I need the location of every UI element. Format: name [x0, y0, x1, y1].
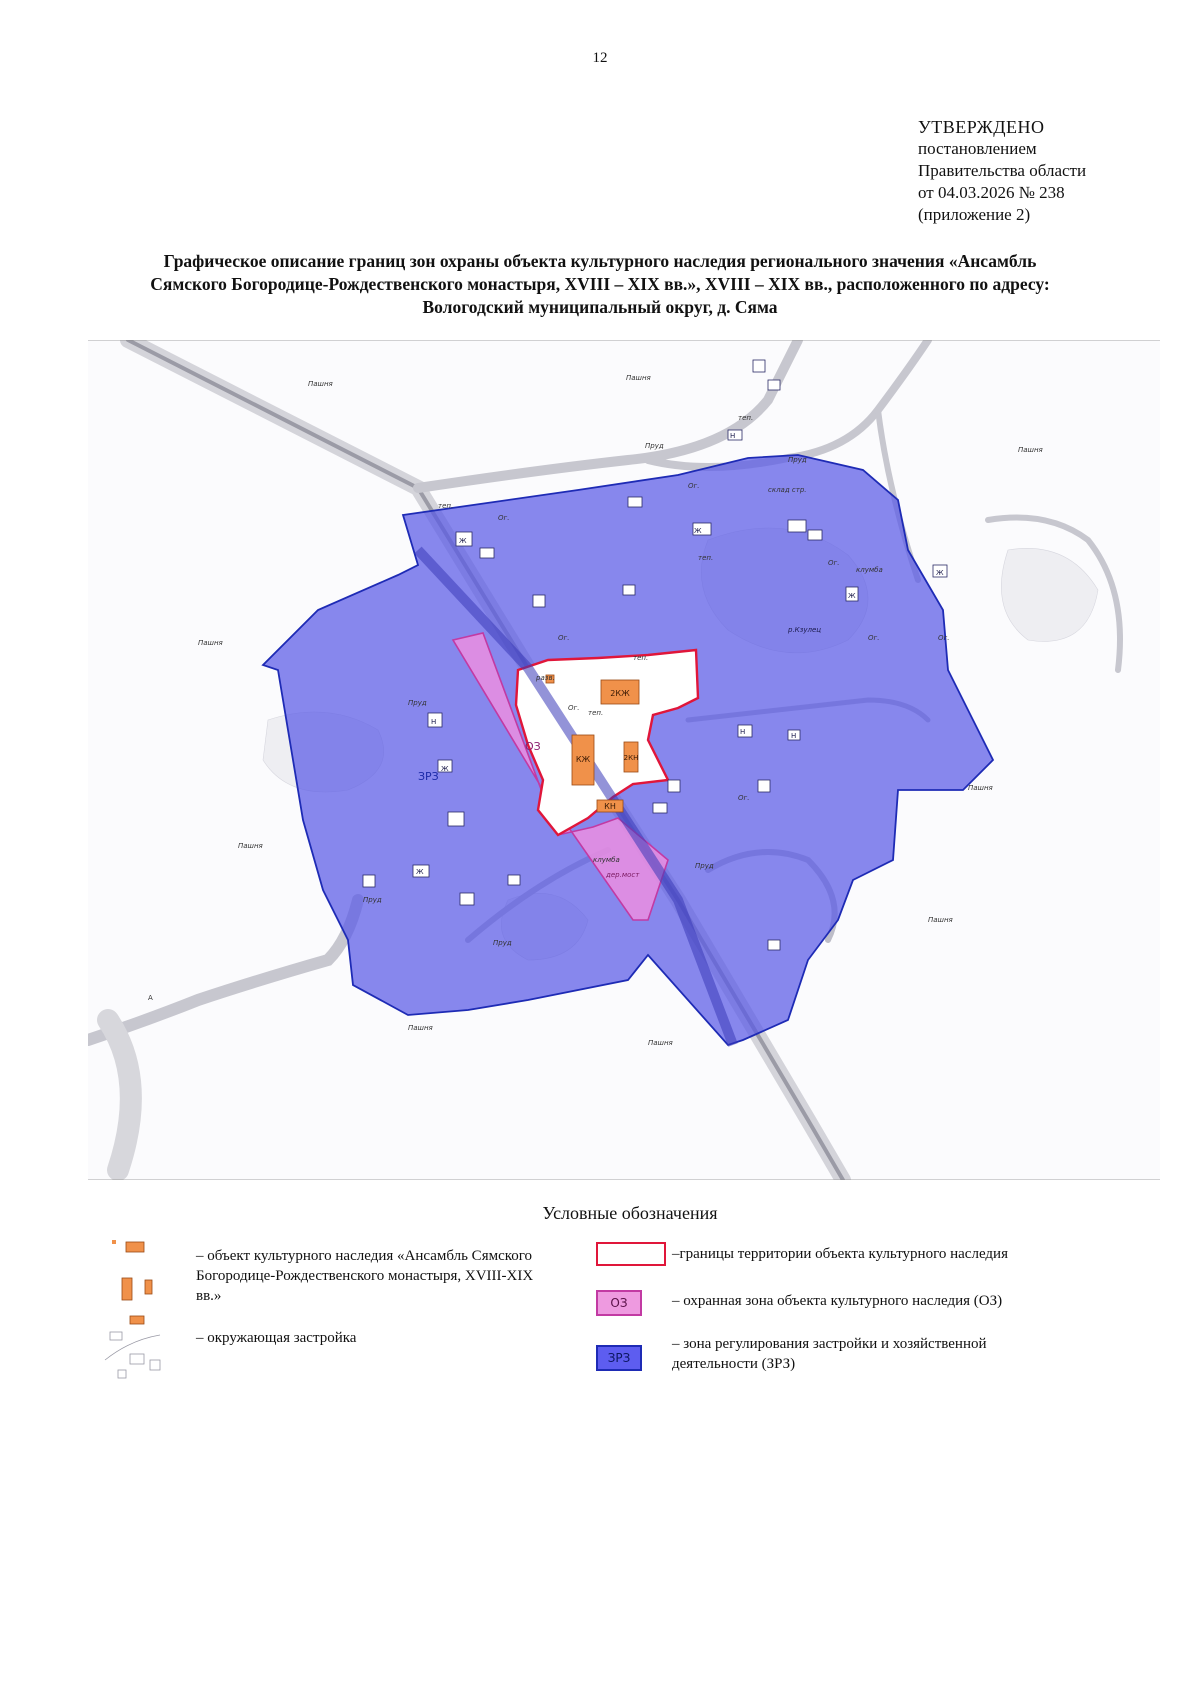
- residential-symbol: Ж: [848, 592, 856, 600]
- monument-label: 2КН: [623, 754, 639, 762]
- road-label: А: [148, 994, 153, 1002]
- approval-line: постановлением: [918, 139, 1037, 158]
- garden-label: Ог.: [828, 559, 840, 567]
- garden-label: Ог.: [558, 634, 570, 642]
- approval-line: Правительства области: [918, 161, 1087, 180]
- flowerbed-label: клумба: [856, 566, 883, 574]
- page-number: 12: [592, 50, 608, 66]
- river-label: р.Кзулец: [788, 626, 822, 634]
- bridge-label: дер.мост: [606, 871, 640, 879]
- approval-line: от 04.03.2026 № 238: [918, 183, 1065, 202]
- garden-label: Ог.: [688, 482, 700, 490]
- garden-label: Ог.: [938, 634, 950, 642]
- pond-label: Пруд: [493, 939, 512, 947]
- residential-symbol: Ж: [416, 868, 424, 876]
- legend-zrz-swatch: ЗРЗ: [596, 1345, 642, 1371]
- monument-label: КЖ: [575, 755, 591, 764]
- residential-symbol: Ж: [441, 765, 449, 773]
- surrounding-symbol-icon: [100, 1320, 190, 1390]
- title-line: Графическое описание границ зон охраны объекта культурного наследия регионального значения «Ансамбль: [163, 251, 1037, 271]
- field-label: Пашня: [968, 784, 993, 792]
- residential-symbol: Ж: [936, 569, 944, 577]
- nonresidential-symbol: Н: [730, 432, 736, 440]
- pond-label: Пруд: [695, 862, 714, 870]
- field-label: Пашня: [1018, 446, 1043, 454]
- nonresidential-symbol: Н: [431, 718, 437, 726]
- garden-label: Ог.: [868, 634, 880, 642]
- approval-line: (приложение 2): [918, 205, 1031, 224]
- nonresidential-symbol: Н: [791, 732, 797, 740]
- greenhouse-label: теп.: [588, 709, 604, 717]
- greenhouse-label: теп.: [438, 502, 454, 510]
- zrz-label: ЗРЗ: [418, 770, 439, 783]
- field-label: Пашня: [626, 374, 651, 382]
- legend-title: Условные обозначения: [542, 1203, 718, 1223]
- legend-oz-swatch: ОЗ: [596, 1290, 642, 1316]
- field-label: Пашня: [198, 639, 223, 647]
- pond-label: Пруд: [363, 896, 382, 904]
- garden-label: Ог.: [498, 514, 510, 522]
- title-line: Сямского Богородице-Рождественского монастыря, XVIII – XIX вв.», XVIII – XIX вв., расположенного по адресу:: [150, 274, 1050, 294]
- pond-label: Пруд: [645, 442, 664, 450]
- garden-label: Ог.: [568, 704, 580, 712]
- residential-symbol: Ж: [459, 537, 467, 545]
- approval-block: [918, 116, 1086, 226]
- flowerbed-label: клумба: [593, 856, 620, 864]
- pond-label: Пруд: [408, 699, 427, 707]
- nonresidential-symbol: Н: [740, 728, 746, 736]
- legend-zrz-text: – зона регулирования застройки и хозяйственной деятельности (ЗРЗ): [672, 1336, 987, 1372]
- field-label: Пашня: [238, 842, 263, 850]
- field-label: Пашня: [928, 916, 953, 924]
- monument-label: 2КЖ: [610, 689, 630, 698]
- garden-label: Ог.: [738, 794, 750, 802]
- residential-symbol: Ж: [694, 527, 702, 535]
- legend-territory-swatch: [596, 1242, 666, 1266]
- monument-label: КН: [604, 802, 616, 811]
- zones-map: [88, 340, 1160, 1180]
- legend-surrounding-symbol: [100, 1320, 190, 1390]
- greenhouse-label: теп.: [633, 654, 649, 662]
- field-label: Пашня: [308, 380, 333, 388]
- warehouse-label: склад стр.: [768, 486, 807, 494]
- approval-title: УТВЕРЖДЕНО: [918, 117, 1045, 137]
- legend-oz-text: – охранная зона объекта культурного наследия (ОЗ): [672, 1293, 1003, 1309]
- oz-label: ОЗ: [525, 740, 541, 753]
- field-label: Пашня: [648, 1039, 673, 1047]
- legend-territory-text: –границы территории объекта культурного наследия: [672, 1246, 1008, 1262]
- legend-heritage-text: – объект культурного наследия «Ансамбль Сямского Богородице-Рождественского монастыря, XVIII-XIX вв.»: [196, 1248, 534, 1304]
- document-title: [90, 250, 1110, 319]
- field-label: Пашня: [408, 1024, 433, 1032]
- pond-label: Пруд: [788, 456, 807, 464]
- ruins-label: разв.: [536, 674, 555, 682]
- greenhouse-label: теп.: [738, 414, 754, 422]
- title-line: Вологодский муниципальный округ, д. Сяма: [422, 297, 778, 317]
- legend-surrounding-text: – окружающая застройка: [196, 1330, 357, 1346]
- greenhouse-label: теп.: [698, 554, 714, 562]
